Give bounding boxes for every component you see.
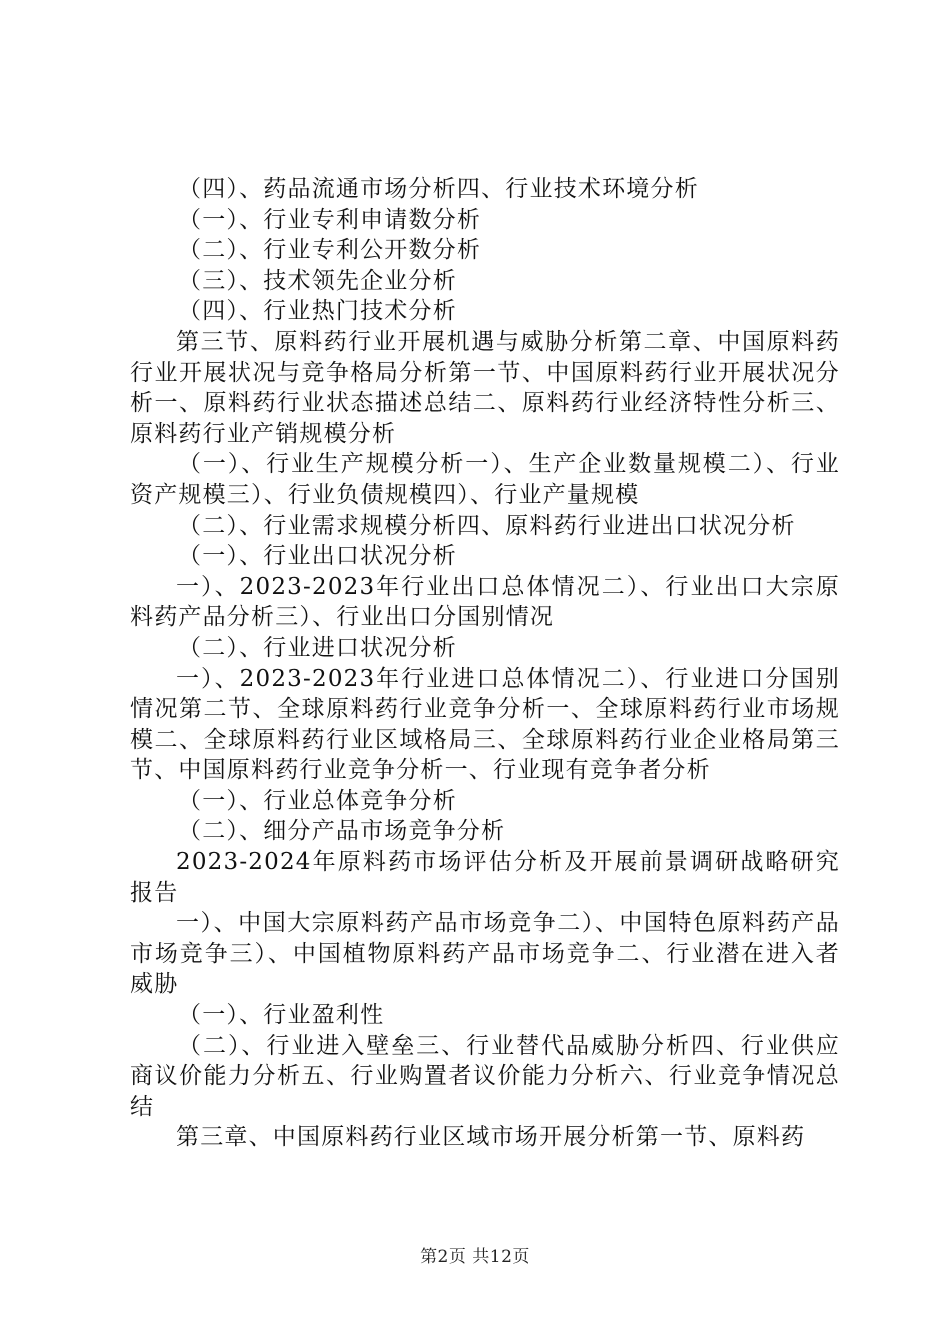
paragraph: （三）、技术领先企业分析 <box>178 267 457 294</box>
paragraph: 一）、2023-2023年行业进口总体情况二）、行业进口分国别情况第二节、全球原料药行业竞争分析一、全球原料药行业市场规模二、全球原料药行业区域格局三、全球原料药行业企业格局第三节、中国原料药行业竞争分析一、行业现有竞争者分析 <box>130 665 840 784</box>
paragraph: （二）、行业需求规模分析四、原料药行业进出口状况分析 <box>178 512 796 539</box>
page-number-footer: 第2页 共12页 <box>420 1247 530 1267</box>
paragraph: （一）、行业生产规模分析一）、生产企业数量规模二）、行业资产规模三）、行业负债规模四）、行业产量规模 <box>130 451 840 508</box>
paragraph: （二）、细分产品市场竞争分析 <box>178 818 506 845</box>
paragraph: 一）、2023-2023年行业出口总体情况二）、行业出口大宗原料药产品分析三）、行业出口分国别情况 <box>130 573 840 631</box>
paragraph: 2023-2024年原料药市场评估分析及开展前景调研战略研究报告 <box>130 849 840 906</box>
paragraph: （一）、行业总体竞争分析 <box>178 787 457 814</box>
paragraph: （二）、行业进入壁垒三、行业替代品威胁分析四、行业供应商议价能力分析五、行业购置者议价能力分析六、行业竞争情况总结 <box>130 1032 840 1120</box>
paragraph: 第三章、中国原料药行业区域市场开展分析第一节、原料药 <box>176 1124 806 1151</box>
paragraph: （一）、行业专利申请数分析 <box>178 206 482 233</box>
paragraph: （二）、行业进口状况分析 <box>178 634 457 661</box>
paragraph: （一）、行业出口状况分析 <box>178 543 457 570</box>
paragraph: （四）、行业热门技术分析 <box>178 298 457 325</box>
paragraph: 一）、中国大宗原料药产品市场竞争二）、中国特色原料药产品市场竞争三）、中国植物原料药产品市场竞争二、行业潜在进入者威胁 <box>130 910 840 998</box>
paragraph: （一）、行业盈利性 <box>178 1002 385 1029</box>
document-body <box>130 174 840 1153</box>
paragraph: （二）、行业专利公开数分析 <box>178 237 482 264</box>
paragraph: 第三节、原料药行业开展机遇与威胁分析第二章、中国原料药行业开展状况与竞争格局分析第一节、中国原料药行业开展状况分析一、原料药行业状态描述总结二、原料药行业经济特性分析三、原料药行业产销规模分析 <box>130 328 840 447</box>
paragraph: （四）、药品流通市场分析四、行业技术环境分析 <box>178 176 699 202</box>
